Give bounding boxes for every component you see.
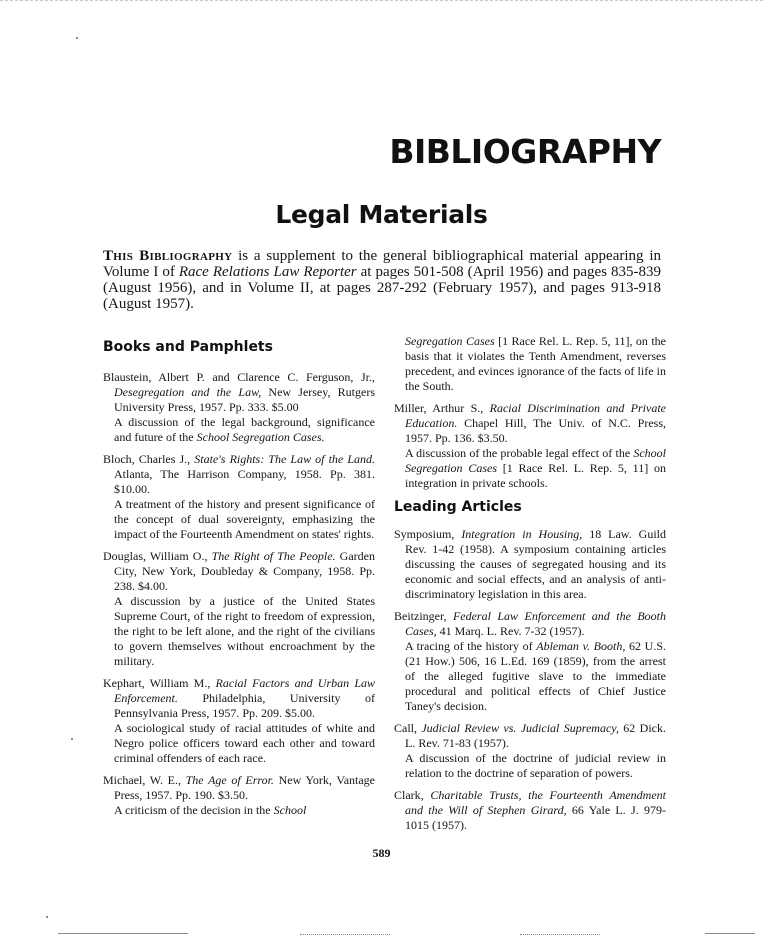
books-heading: Books and Pamphlets: [103, 339, 273, 355]
book-title: State's Rights: The Law of the Land.: [194, 452, 375, 466]
scan-speck: [76, 37, 78, 39]
scan-edge-bottom: [300, 934, 390, 935]
article-entry: [394, 609, 666, 714]
scan-edge-bottom: [58, 933, 188, 934]
book-author: Kephart, William M.,: [103, 676, 216, 690]
book-author: Douglas, William O.,: [103, 549, 212, 563]
book-entry: [103, 370, 375, 445]
book-publication: Chapel Hill, The Univ. of N.C. Press, 1957. Pp. 136. $3.50.: [405, 416, 666, 445]
articles-heading: Leading Articles: [394, 499, 522, 515]
book-description-continued: Segregation Cases [1 Race Rel. L. Rep. 5, 11], on the basis that it violates the Tenth Amendment, reverses precedent, and evinces ignorance of the facts of life in the South.: [405, 334, 667, 393]
article-citation: [394, 788, 666, 833]
book-title: The Age of Error.: [185, 773, 274, 787]
page-number: 589: [372, 846, 391, 860]
article-citation: [394, 721, 666, 751]
intro-text-end: at pages 501-508 (April 1956) and pages 835-839 (August 1956), and in Volume II, at pages 287-292 (February 1957), and pages 913-918 (August 1957).: [103, 264, 661, 312]
article-author: Symposium,: [394, 527, 462, 541]
book-entry: [103, 452, 375, 542]
book-title: Racial Factors and Urban Law Enforcement.: [114, 676, 376, 705]
book-citation: [394, 401, 666, 446]
book-publication: Atlanta, The Harrison Company, 1958. Pp. 381. $10.00.: [114, 467, 375, 496]
book-entry: [103, 549, 375, 669]
book-description: A discussion of the legal background, significance and future of the School Segregation Cases.: [114, 415, 375, 444]
right-column: [394, 334, 666, 840]
article-title: Judicial Review vs. Judicial Supremacy,: [421, 721, 619, 735]
intro-journal-title: Race Relations Law Reporter: [178, 264, 357, 280]
article-description: A symposium containing articles discussing the causes of segregated housing and its economic and social effects, and an analysis of anti-discriminatory legislation in this area.: [405, 542, 666, 601]
book-title: The Right of The People.: [211, 549, 336, 563]
book-author: Blaustein, Albert P. and Clarence C. Ferguson, Jr.,: [103, 370, 375, 384]
book-citation: [103, 452, 375, 497]
book-publication: New Jersey, Rutgers University Press, 1957. Pp. 333. $5.00: [114, 385, 376, 414]
book-description: A criticism of the decision in the School: [114, 803, 307, 817]
scan-speck: [71, 738, 73, 740]
book-description: A sociological study of racial attitudes of white and Negro police officers toward each other and toward criminal offenders of each race.: [114, 721, 375, 765]
scan-edge-bottom: [520, 934, 600, 935]
book-entry: [394, 401, 666, 491]
article-author: Beitzinger,: [394, 609, 453, 623]
book-author: Bloch, Charles J.,: [103, 452, 195, 466]
book-citation: [103, 676, 375, 721]
article-publication: 18 Law. Guild Rev. 1-42 (1958).: [405, 527, 666, 556]
book-description: A discussion by a justice of the United States Supreme Court, of the right to freedom of expression, the right to be left alone, and the right of the civilians to govern themselves without encroachment by the military.: [114, 594, 375, 668]
book-entry: [103, 773, 375, 818]
book-publication: Garden City, New York, Doubleday & Company, 1958. Pp. 238. $4.00.: [114, 549, 375, 593]
article-publication: 62 Dick. L. Rev. 71-83 (1957).: [405, 721, 666, 750]
left-column: [103, 334, 375, 825]
article-author: Clark,: [394, 788, 431, 802]
book-author: Michael, W. E.,: [103, 773, 186, 787]
intro-text: is a supplement to the general bibliographical material appearing in Volume I of: [103, 248, 661, 280]
book-title: Racial Discrimination and Private Education.: [405, 401, 666, 430]
article-citation: [394, 609, 666, 639]
book-publication: New York, Vantage Press, 1957. Pp. 190. $3.50.: [114, 773, 376, 802]
article-publication: 41 Marq. L. Rev. 7-32 (1957).: [436, 624, 585, 638]
scan-speck: [46, 916, 48, 918]
article-entry: [394, 721, 666, 781]
book-citation: [103, 370, 375, 415]
intro-paragraph: [103, 248, 661, 312]
book-title: Desegregation and the Law,: [114, 385, 262, 399]
article-title: Integration in Housing,: [461, 527, 583, 541]
article-title: Charitable Trusts, the Fourteenth Amendment and the Will of Stephen Girard,: [405, 788, 666, 817]
section-title: Legal Materials: [275, 200, 488, 229]
book-publication: Philadelphia, University of Pennsylvania Press, 1957. Pp. 209. $5.00.: [114, 691, 375, 720]
book-citation: [103, 773, 375, 803]
article-publication: 66 Yale L. J. 979-1015 (1957).: [405, 803, 666, 832]
article-entry: [394, 788, 666, 833]
book-description: A discussion of the probable legal effect of the School Segregation Cases [1 Race Rel. L. Rep. 5, 11] on integration in private schools.: [405, 446, 666, 490]
scan-edge-top: [0, 0, 763, 1]
article-author: Call,: [394, 721, 422, 735]
article-title: Federal Law Enforcement and the Booth Cases,: [405, 609, 667, 638]
bibliography-banner: BIBLIOGRAPHY: [389, 132, 661, 171]
book-description: A treatment of the history and present significance of the concept of dual sovereignty, emphasizing the impact of the Fourteenth Amendment on states' rights.: [114, 497, 375, 541]
book-author: Miller, Arthur S.,: [394, 401, 490, 415]
book-entry: [103, 676, 375, 766]
scan-edge-bottom: [705, 933, 755, 934]
article-description: A tracing of the history of Ableman v. Booth, 62 U.S. (21 How.) 506, 16 L.Ed. 169 (1859), from the arrest of the alleged fugitive slave to the immediate procedural and political effects of Chief Justice Taney's decision.: [405, 639, 666, 713]
article-citation: [394, 527, 666, 602]
article-entry: [394, 527, 666, 602]
intro-lead: This Bibliography: [103, 248, 233, 264]
article-description: A discussion of the doctrine of judicial review in relation to the doctrine of separation of powers.: [405, 751, 666, 780]
book-citation: [103, 549, 375, 594]
